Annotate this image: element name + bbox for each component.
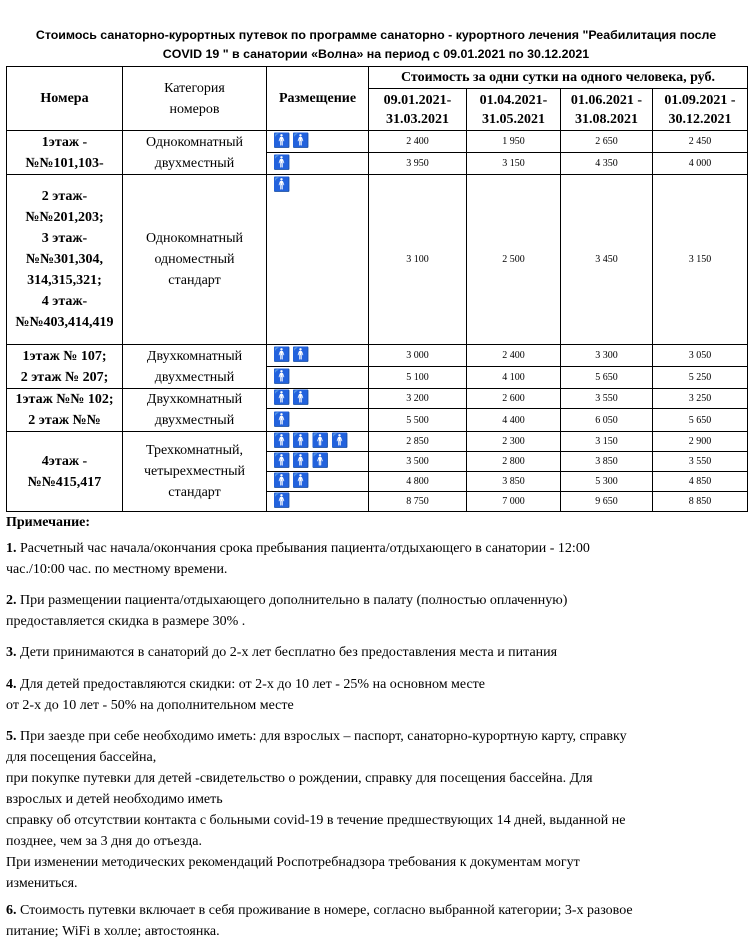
category-cell [123,389,267,432]
price-cell: 4 350 [561,153,653,175]
notes-section [6,512,746,939]
room-line [7,312,122,333]
header-period-2-l2: 31.05.2021 [482,111,545,127]
price-cell: 8 850 [653,492,748,512]
header-period-4-l2: 30.12.2021 [668,111,732,127]
placement-person-icon: 🚹 [267,175,369,345]
room-line [7,389,122,410]
room-numbers-cell [7,131,123,175]
header-period-2-l1: 01.04.2021- [479,92,548,108]
title-line-2: COVID 19 " в санатории «Волна» на период с 09.01.2021 по 30.12.2021 [162,47,590,61]
header-period-3-l2: 31.08.2021 [575,111,638,127]
table-row [7,432,748,452]
placement-person-icon: 🚹🚹 [267,345,369,367]
room-numbers-cell [7,345,123,389]
room-line-text: №№301,304, [25,252,104,267]
header-period-3 [561,89,653,131]
price-cell: 9 650 [561,492,653,512]
table-row [7,175,748,345]
category-line: Однокомнатный [145,134,244,150]
document-title [0,26,752,64]
price-cell: 3 000 [369,345,467,367]
room-line [7,410,122,431]
notes-heading: Примечание: [6,515,91,530]
room-line-text: 2 этаж- [41,189,88,204]
placement-person-icon: 🚹 [267,492,369,512]
note-5-line-8: измениться. [6,876,78,891]
category-cell [123,131,267,175]
room-line-text: №№415,417 [27,474,102,490]
price-cell: 3 550 [653,452,748,472]
header-placement: Размещение [267,67,369,131]
header-period-1-l2: 31.03.2021 [386,111,449,127]
price-cell: 1 950 [467,131,561,153]
room-line-text: 1этаж - [41,134,88,150]
price-cell: 3 250 [653,389,748,409]
room-line [7,207,122,228]
note-6-number: 6. [6,903,17,918]
price-cell: 2 500 [467,175,561,345]
note-2-number: 2. [6,593,17,608]
room-line [7,451,122,472]
room-line-text: 4 этаж- [41,294,88,309]
price-cell: 2 850 [369,432,467,452]
placement-person-icon: 🚹🚹 [267,472,369,492]
category-cell [123,345,267,389]
header-period-1-l1: 09.01.2021- [383,92,452,108]
header-period-3-l1: 01.06.2021 - [570,92,643,108]
table-row [7,345,748,367]
price-cell: 2 800 [467,452,561,472]
placement-person-icon: 🚹 [267,367,369,389]
note-2 [6,590,746,632]
price-cell: 5 650 [653,409,748,432]
note-4-line-1: Для детей предоставляются скидки: от 2-х до 10 лет - 25% на основном месте [16,677,486,692]
room-line-text: №№201,203; [25,210,104,225]
room-line [7,270,122,291]
room-line [7,153,122,174]
note-4-line-2: от 2-х до 10 лет - 50% на дополнительном месте [6,698,294,713]
category-line: Двухкомнатный [146,348,243,364]
note-3 [6,642,746,663]
price-cell: 5 650 [561,367,653,389]
price-cell: 2 900 [653,432,748,452]
price-table [6,66,748,512]
room-line-text: №№101,103- [25,155,104,171]
header-category-line-2: номеров [169,101,220,117]
room-numbers-cell [7,389,123,432]
price-cell: 2 300 [467,432,561,452]
category-line: четырехместный [144,464,245,479]
title-line-1: Стоимось санаторно-курортных путевок по программе санаторно - курортного лечения "Реабилитация после [35,28,717,42]
header-period-4-l1: 01.09.2021 - [664,92,736,108]
price-cell: 5 300 [561,472,653,492]
header-rooms: Номера [7,67,123,131]
price-cell: 3 150 [467,153,561,175]
price-cell: 7 000 [467,492,561,512]
note-5-line-1: При заезде при себе необходимо иметь: для взрослых – паспорт, санаторно-курортную карту, справку [16,729,627,744]
note-1-line-2: час./10:00 час. по местному времени. [6,562,228,577]
price-cell: 3 050 [653,345,748,367]
room-line-text: №№403,414,419 [15,315,114,330]
price-cell: 5 100 [369,367,467,389]
room-line-text: 4этаж - [41,453,88,469]
price-cell: 2 600 [467,389,561,409]
category-line: стандарт [168,273,221,288]
header-category [123,67,267,131]
header-cost: Стоимость за одни сутки на одного человека, руб. [369,67,748,89]
note-4-number: 4. [6,677,17,692]
category-line: двухместный [154,369,235,385]
room-line-text: 314,315,321; [27,273,102,288]
note-2-line-1: При размещении пациента/отдыхающего дополнительно в палату (полностью оплаченную) [16,593,568,608]
placement-person-icon: 🚹🚹🚹 [267,452,369,472]
header-period-4 [653,89,748,131]
room-line [7,228,122,249]
price-cell: 4 000 [653,153,748,175]
price-cell: 4 850 [653,472,748,492]
category-line: двухместный [154,155,235,171]
table-row [7,389,748,409]
room-line-text: 1этаж №№ 102; [15,392,114,407]
category-line: Однокомнатный [145,231,244,246]
price-cell: 3 550 [561,389,653,409]
price-cell: 6 050 [561,409,653,432]
room-line [7,132,122,153]
header-category-line-1: Категория [164,80,225,96]
note-6-line-1: Стоимость путевки включает в себя проживание в номере, согласно выбранной категории; 3-х разовое [16,903,633,918]
note-5-line-6: позднее, чем за 3 дня до отъезда. [6,834,203,849]
note-3-number: 3. [6,645,17,660]
price-cell: 3 100 [369,175,467,345]
note-5-line-2: для посещения бассейна, [6,750,157,765]
note-4 [6,674,746,716]
note-2-line-2: предоставляется скидка в размере 30% . [6,614,246,629]
note-5-line-5: справку об отсутствии контакта с больными covid-19 в течение предшествующих 14 дней, выданной не [6,813,626,828]
category-cell [123,432,267,512]
price-cell: 4 400 [467,409,561,432]
price-cell: 3 850 [561,452,653,472]
category-cell [123,175,267,345]
room-line [7,186,122,207]
price-cell: 3 500 [369,452,467,472]
note-6-line-2: питание; WiFi в холле; автостоянка. [6,924,220,939]
category-line: Трехкомнатный, [145,443,244,458]
note-1 [6,538,746,580]
room-line-text: 2 этаж №№ [28,413,101,428]
price-cell: 2 450 [653,131,748,153]
price-cell: 4 800 [369,472,467,492]
price-cell: 8 750 [369,492,467,512]
room-line [7,249,122,270]
room-line [7,291,122,312]
price-cell: 2 400 [369,131,467,153]
price-cell: 2 400 [467,345,561,367]
placement-person-icon: 🚹🚹 [267,131,369,153]
price-cell: 3 300 [561,345,653,367]
room-line [7,346,122,367]
note-6 [6,900,746,942]
room-numbers-cell [7,175,123,345]
price-cell: 3 950 [369,153,467,175]
note-5-line-3: при покупке путевки для детей -свидетельство о рождении, справку для посещения бассейна. Для [6,771,593,786]
price-cell: 5 500 [369,409,467,432]
price-cell: 3 450 [561,175,653,345]
room-numbers-cell [7,432,123,512]
note-5 [6,726,746,894]
room-line-text: 2 этаж № 207; [20,369,109,385]
room-line [7,367,122,388]
category-line: одноместный [154,252,235,267]
room-line-text: 1этаж № 107; [22,348,107,364]
room-line [7,472,122,493]
category-line: двухместный [154,413,235,428]
note-1-line-1: Расчетный час начала/окончания срока пребывания пациента/отдыхающего в санатории - 12:00 [16,541,590,556]
note-5-line-4: взрослых и детей необходимо иметь [6,792,223,807]
note-3-line-1: Дети принимаются в санаторий до 2-х лет бесплатно без предоставления места и питания [16,645,558,660]
table-row [7,131,748,153]
price-table-body [7,131,748,512]
category-line: стандарт [168,485,221,500]
price-cell: 5 250 [653,367,748,389]
placement-person-icon: 🚹 [267,409,369,432]
placement-person-icon: 🚹 [267,153,369,175]
price-cell: 4 100 [467,367,561,389]
placement-person-icon: 🚹🚹🚹🚹 [267,432,369,452]
placement-person-icon: 🚹🚹 [267,389,369,409]
price-cell: 3 150 [653,175,748,345]
price-cell: 3 150 [561,432,653,452]
header-period-1 [369,89,467,131]
price-cell: 3 850 [467,472,561,492]
category-line: Двухкомнатный [146,392,243,407]
header-period-2 [467,89,561,131]
note-5-number: 5. [6,729,17,744]
price-cell: 2 650 [561,131,653,153]
note-5-line-7: При изменении методических рекомендаций Роспотребнадзора требования к документам могут [6,855,580,870]
room-line-text: 3 этаж- [41,231,88,246]
note-1-number: 1. [6,541,17,556]
price-cell: 3 200 [369,389,467,409]
